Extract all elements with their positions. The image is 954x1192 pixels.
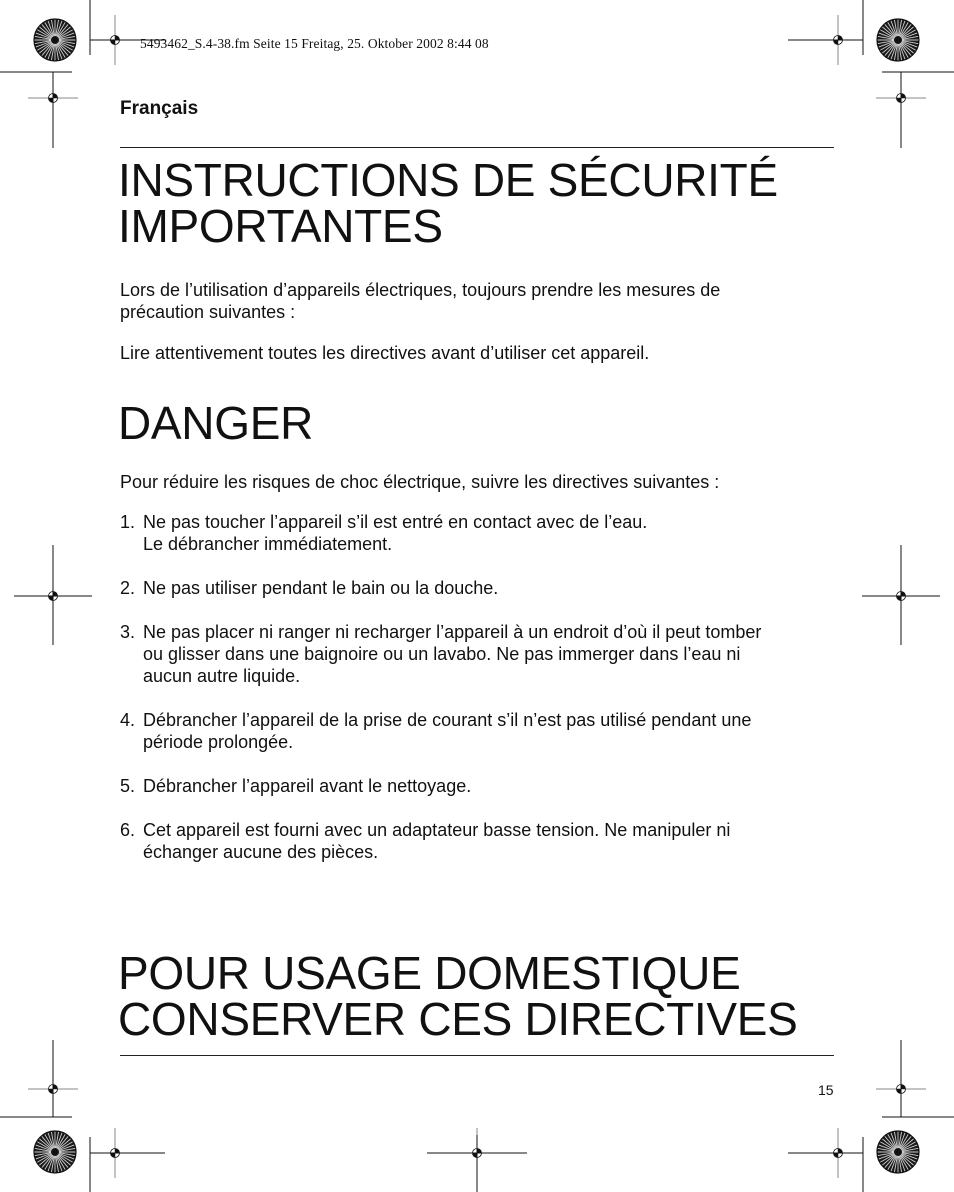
danger-instructions-list [120,511,836,885]
page-number: 15 [818,1082,834,1098]
read-instructions-paragraph: Lire attentivement toutes les directives avant d’utiliser cet appareil. [120,343,650,363]
list-item-number: 6. [120,820,136,840]
closing-title [118,947,798,1045]
closing-title-line1: POUR USAGE DOMESTIQUE [118,947,741,999]
list-item [120,621,836,687]
list-item-line: Cet appareil est fourni avec un adaptateur basse tension. Ne manipuler ni [143,820,731,840]
list-item [120,577,836,599]
language-label: Français [120,98,199,119]
intro-line1: Lors de l’utilisation d’appareils électriques, toujours prendre les mesures de [120,280,721,300]
list-item-line: Débrancher l’appareil de la prise de courant s’il n’est pas utilisé pendant une [143,710,752,730]
top-divider [120,147,834,148]
intro-paragraph [120,279,836,323]
closing-title-line2: CONSERVER CES DIRECTIVES [118,993,798,1045]
safety-title-line1: INSTRUCTIONS DE SÉCURITÉ [118,154,778,206]
list-item-number: 4. [120,710,136,730]
list-item [120,511,836,555]
list-item-line: aucun autre liquide. [143,666,301,686]
starburst-mark [34,1131,76,1173]
starburst-mark [877,19,919,61]
list-item-line: échanger aucune des pièces. [143,842,379,862]
list-item-line: Ne pas utiliser pendant le bain ou la douche. [143,578,499,598]
list-item-number: 3. [120,622,136,642]
starburst-mark [877,1131,919,1173]
list-item-line: Le débrancher immédiatement. [143,534,393,554]
list-item-number: 1. [120,512,136,532]
list-item-line: ou glisser dans une baignoire ou un lavabo. Ne pas immerger dans l’eau ni [143,644,741,664]
danger-lead: Pour réduire les risques de choc électrique, suivre les directives suivantes : [120,472,720,492]
list-item [120,709,836,753]
list-item-line: Débrancher l’appareil avant le nettoyage. [143,776,472,796]
list-item [120,819,836,863]
list-item-number: 5. [120,776,136,796]
safety-title-line2: IMPORTANTES [118,200,443,252]
list-item-number: 2. [120,578,136,598]
file-info-header: 5493462_S.4-38.fm Seite 15 Freitag, 25. Oktober 2002 8:44 08 [140,36,489,51]
danger-heading: DANGER [118,397,314,449]
list-item-line: période prolongée. [143,732,294,752]
list-item-line: Ne pas placer ni ranger ni recharger l’appareil à un endroit d’où il peut tomber [143,622,762,642]
list-item [120,775,836,797]
list-item-line: Ne pas toucher l’appareil s’il est entré en contact avec de l’eau. [143,512,648,532]
intro-line2: précaution suivantes : [120,302,296,322]
bottom-divider [120,1055,834,1056]
safety-title [118,154,778,252]
starburst-mark [34,19,76,61]
